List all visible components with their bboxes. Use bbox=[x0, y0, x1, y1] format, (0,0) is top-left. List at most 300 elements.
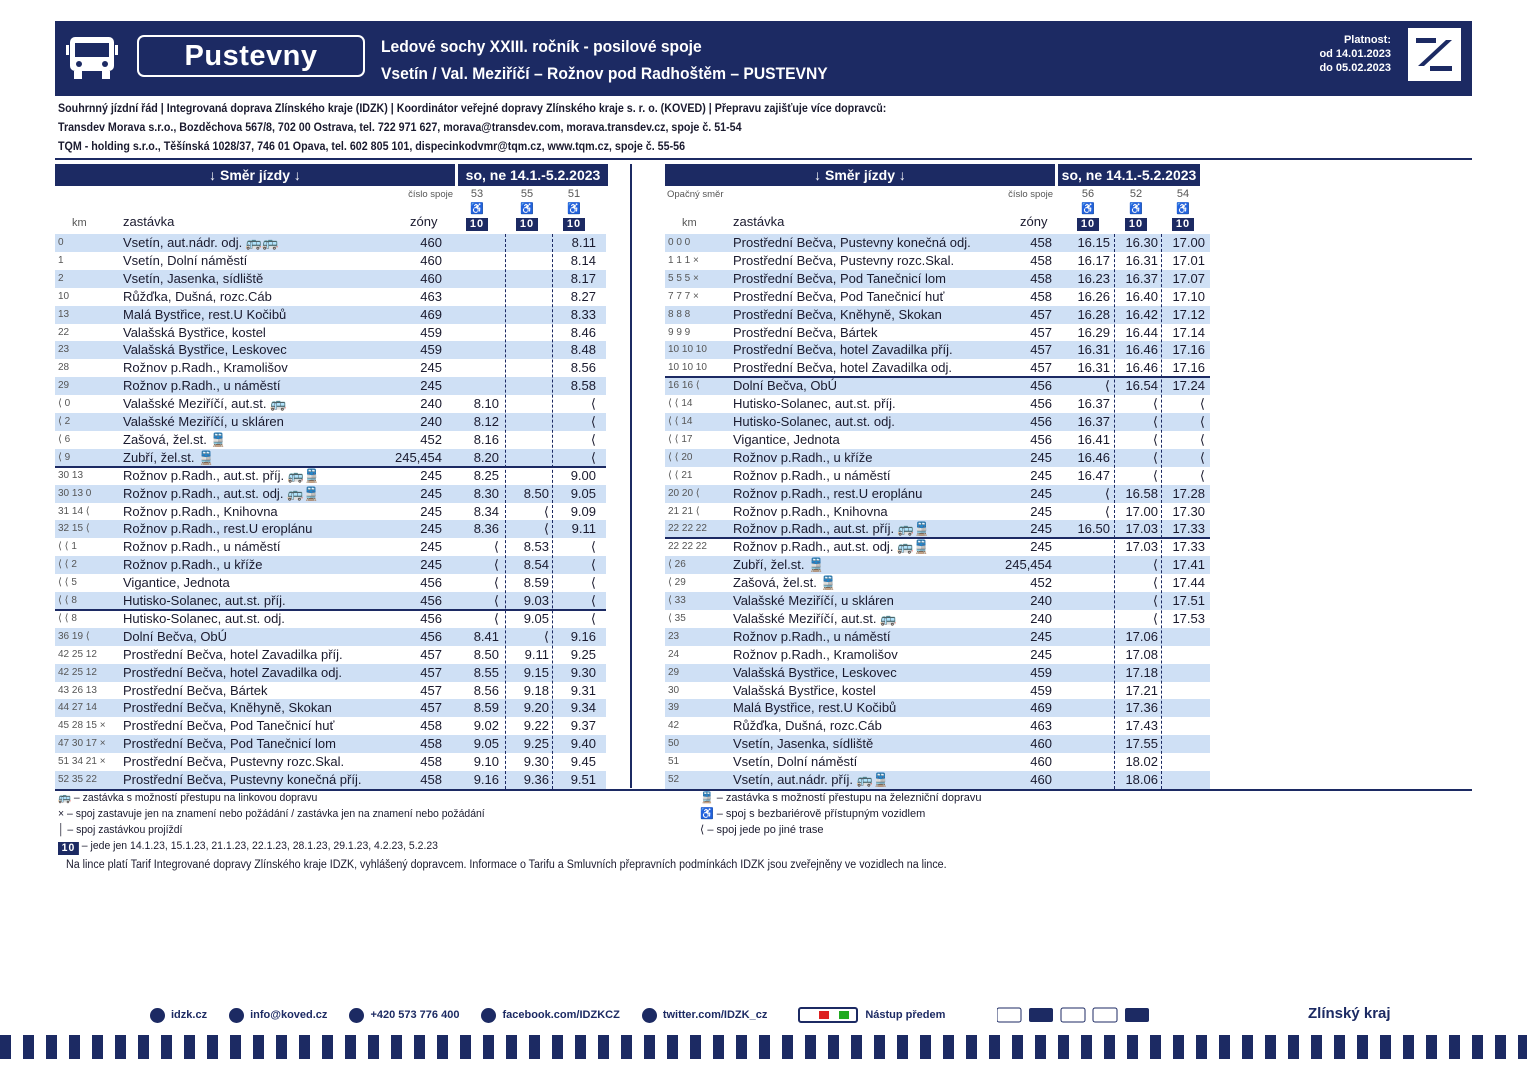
departure-time: 17.43 bbox=[1125, 718, 1158, 734]
table-row bbox=[665, 664, 1210, 682]
section-divider bbox=[55, 609, 606, 611]
table-row bbox=[665, 288, 1210, 306]
km: 47 30 17 × bbox=[58, 738, 106, 750]
departure-time: 17.16 bbox=[1163, 341, 1205, 359]
stop-zone: 245 bbox=[1030, 449, 1052, 465]
table-row bbox=[55, 682, 606, 700]
km: 24 bbox=[668, 648, 680, 660]
stop-name: Hutisko-Solanec, aut.st. příj. bbox=[733, 396, 896, 412]
stop-zone: 245 bbox=[1030, 503, 1052, 519]
zone-badge: 10 bbox=[516, 218, 538, 231]
table-row bbox=[55, 503, 606, 521]
departure-time: 8.56 bbox=[570, 360, 596, 376]
info-line: TQM - holding s.r.o., Těšínská 1028/37, 746 01 Opava, tel. 602 805 101, dispecinkodvmr@tqm.cz, www.tqm.cz, spoje č. 55-56 bbox=[58, 141, 686, 153]
stop-zone: 463 bbox=[1030, 718, 1052, 734]
table-row bbox=[55, 234, 606, 252]
departure-time: ⟨ bbox=[493, 539, 499, 555]
stop-zone: 469 bbox=[420, 306, 442, 322]
phone-icon bbox=[349, 1008, 364, 1023]
departure-time: ⟨ bbox=[493, 610, 499, 626]
departure-time: 16.41 bbox=[1077, 431, 1110, 447]
decorative-stripes bbox=[0, 1035, 1527, 1059]
table-row bbox=[665, 485, 1210, 503]
table-row bbox=[55, 341, 606, 359]
departure-time: 17.53 bbox=[1172, 610, 1205, 626]
km: ⟨ 33 bbox=[668, 595, 686, 606]
table-row bbox=[665, 234, 1210, 252]
stop-name: Prostřední Bečva, Pod Tanečnicí huť bbox=[733, 288, 945, 304]
km: 8 8 8 bbox=[668, 308, 691, 320]
departure-time: 16.23 bbox=[1068, 270, 1110, 288]
departure-time: ⟨ bbox=[1152, 431, 1158, 447]
km: 0 bbox=[58, 237, 64, 248]
stop-zone: 452 bbox=[1030, 575, 1052, 591]
departure-time: ⟨ bbox=[590, 575, 596, 591]
departure-time: ⟨ bbox=[1068, 485, 1110, 503]
table-row bbox=[55, 449, 606, 467]
stop-zone: 240 bbox=[420, 414, 442, 429]
departure-time: ⟨ bbox=[1116, 592, 1158, 610]
km: ⟨ 0 bbox=[58, 398, 71, 410]
km: 30 bbox=[668, 684, 680, 696]
zone-badge: 10 bbox=[563, 218, 585, 231]
departure-time: 16.31 bbox=[1068, 341, 1110, 359]
legend-left bbox=[58, 790, 485, 854]
km: ⟨ ⟨ 1 bbox=[58, 541, 77, 553]
table-row bbox=[665, 341, 1210, 359]
km: 10 10 10 bbox=[668, 344, 707, 356]
departure-time: ⟨ bbox=[1199, 467, 1205, 483]
departure-time: 9.05 bbox=[457, 735, 499, 753]
departure-time: 16.29 bbox=[1077, 324, 1110, 340]
valid-to: do 05.02.2023 bbox=[1319, 62, 1391, 74]
stop-name: Prostřední Bečva, hotel Zavadilka odj. bbox=[123, 664, 342, 680]
departure-time: 9.36 bbox=[507, 771, 549, 789]
departure-time: 8.10 bbox=[473, 396, 499, 412]
stop-zone: 458 bbox=[420, 772, 442, 787]
stop-name: Valašská Bystřice, Leskovec bbox=[733, 664, 897, 680]
web-text: idzk.cz bbox=[171, 1009, 208, 1021]
stop-zone: 458 bbox=[1030, 235, 1052, 250]
section-divider bbox=[55, 466, 606, 468]
stop-zone: 457 bbox=[420, 682, 442, 698]
km: 16 16 ⟨ bbox=[668, 380, 700, 392]
stop-name: Rožnov p.Radh., Knihovna bbox=[733, 503, 888, 519]
km: 9 9 9 bbox=[668, 326, 691, 338]
km: 10 10 10 bbox=[668, 362, 707, 374]
stop-name: Rožnov p.Radh., u náměstí bbox=[123, 378, 281, 394]
departure-time: 17.12 bbox=[1163, 306, 1205, 324]
stop-zone: 245 bbox=[420, 521, 442, 537]
stop-name: Valašské Meziříčí, aut.st. 🚌 bbox=[733, 610, 897, 626]
email-link[interactable] bbox=[229, 1008, 327, 1023]
departure-time: ⟨ bbox=[554, 556, 596, 574]
stop-name: Zubří, žel.st. 🚆 bbox=[733, 557, 825, 573]
km: ⟨ 29 bbox=[668, 577, 686, 589]
opposite-label: Opačný směr bbox=[667, 189, 724, 200]
zone-badge: 10 bbox=[1125, 218, 1147, 231]
departure-time: 9.11 bbox=[524, 646, 549, 662]
stop-label: zastávka bbox=[123, 214, 175, 229]
table-row bbox=[665, 431, 1210, 449]
departure-time: 17.07 bbox=[1163, 270, 1205, 288]
title-line2: Vsetín / Val. Meziříčí – Rožnov pod Radhoštěm – PUSTEVNY bbox=[381, 64, 828, 83]
departure-time: 17.00 bbox=[1163, 234, 1205, 252]
board-front bbox=[789, 1006, 945, 1024]
stop-name: Rožnov p.Radh., u náměstí bbox=[733, 628, 891, 644]
departure-time: 9.16 bbox=[457, 771, 499, 789]
table-row bbox=[55, 538, 606, 556]
trip-number: 54 bbox=[1176, 188, 1190, 200]
departure-time: ⟨ bbox=[1152, 467, 1158, 483]
departure-time: 9.45 bbox=[570, 754, 596, 770]
departure-time: 17.44 bbox=[1172, 575, 1205, 591]
stop-zone: 460 bbox=[420, 270, 442, 286]
facebook-link[interactable] bbox=[481, 1008, 619, 1023]
stop-name: Valašská Bystřice, kostel bbox=[123, 324, 266, 340]
km: 2 bbox=[58, 272, 64, 284]
line-name-box: Pustevny bbox=[137, 35, 365, 77]
departure-time: ⟨ bbox=[543, 503, 549, 519]
km-label: km bbox=[72, 217, 87, 229]
departure-time: 8.53 bbox=[523, 539, 549, 555]
departure-time: ⟨ bbox=[554, 413, 596, 431]
stop-label: zastávka bbox=[733, 214, 785, 229]
stop-zone: 245 bbox=[420, 485, 442, 501]
phone-link[interactable] bbox=[349, 1008, 459, 1023]
stop-name: Prostřední Bečva, Pod Tanečnicí lom bbox=[733, 270, 946, 286]
stop-zone: 459 bbox=[420, 342, 442, 358]
km: 39 bbox=[668, 702, 680, 714]
departure-time: 17.33 bbox=[1172, 539, 1205, 555]
departure-time: 8.58 bbox=[554, 377, 596, 395]
departure-time: 17.14 bbox=[1172, 324, 1205, 340]
departure-time: 18.06 bbox=[1116, 771, 1158, 789]
departure-time: 16.42 bbox=[1116, 306, 1158, 324]
direction-header: ↓ Směr jízdy ↓ bbox=[55, 164, 455, 186]
table-row bbox=[55, 485, 606, 503]
trip-number-label: číslo spoje bbox=[1008, 189, 1053, 200]
departure-time: ⟨ bbox=[554, 592, 596, 610]
stop-zone: 456 bbox=[420, 593, 442, 608]
departure-time: ⟨ bbox=[1152, 396, 1158, 412]
km: ⟨ ⟨ 20 bbox=[668, 451, 693, 463]
departure-time: 8.55 bbox=[457, 664, 499, 682]
wheelchair-icon: ♿ bbox=[1129, 203, 1143, 215]
table-row bbox=[55, 467, 606, 485]
departure-time: ⟨ bbox=[457, 592, 499, 610]
departure-time: 16.46 bbox=[1125, 360, 1158, 376]
table-row bbox=[55, 556, 606, 574]
departure-time: 16.46 bbox=[1068, 449, 1110, 467]
mail-icon bbox=[229, 1008, 244, 1023]
departure-time: 9.00 bbox=[570, 467, 596, 483]
bus-front-icon bbox=[789, 1006, 859, 1024]
section-divider bbox=[665, 376, 1210, 378]
legend-right bbox=[700, 790, 982, 838]
stop-zone: 460 bbox=[1030, 754, 1052, 770]
table-row bbox=[665, 682, 1210, 700]
departure-time: 9.22 bbox=[523, 718, 549, 734]
payment-icons bbox=[997, 1007, 1157, 1023]
km: 7 7 7 × bbox=[668, 290, 699, 302]
km: ⟨ 2 bbox=[58, 416, 71, 427]
web-link[interactable] bbox=[150, 1008, 207, 1023]
departure-time: 9.16 bbox=[554, 628, 596, 646]
wheelchair-icon: ♿ bbox=[520, 203, 534, 215]
column-divider bbox=[505, 234, 506, 789]
departure-time: 16.40 bbox=[1125, 288, 1158, 304]
table-row bbox=[665, 628, 1210, 646]
stop-name: Rožnov p.Radh., u kříže bbox=[733, 449, 873, 465]
stop-name: Valašské Meziříčí, u skláren bbox=[123, 414, 284, 429]
km: 5 5 5 × bbox=[668, 272, 699, 284]
table-row bbox=[55, 306, 606, 324]
table-row bbox=[665, 735, 1210, 753]
table-row bbox=[55, 610, 606, 628]
stop-name: Prostřední Bečva, Pustevny rozc.Skal. bbox=[733, 252, 955, 268]
table-row bbox=[55, 646, 606, 664]
table-row bbox=[55, 771, 606, 789]
departure-time: 8.17 bbox=[554, 270, 596, 288]
departure-time: ⟨ bbox=[457, 556, 499, 574]
km: 51 bbox=[668, 756, 680, 768]
twitter-text: twitter.com/IDZK_cz bbox=[662, 1009, 768, 1021]
km: 0 0 0 bbox=[668, 237, 691, 248]
km: 29 bbox=[58, 380, 70, 392]
table-row bbox=[55, 735, 606, 753]
departure-time: 9.15 bbox=[507, 664, 549, 682]
km: 30 13 bbox=[58, 469, 84, 481]
trip-number: 52 bbox=[1129, 188, 1143, 200]
stop-name: Vsetín, aut.nádr. odj. 🚌🚌 bbox=[123, 235, 279, 250]
stop-zone: 457 bbox=[420, 664, 442, 680]
stop-name: Prostřední Bečva, Pustevny konečná příj. bbox=[123, 772, 362, 787]
km: 52 bbox=[668, 774, 680, 785]
departure-time: 16.15 bbox=[1068, 234, 1110, 252]
departure-time: 16.50 bbox=[1068, 520, 1110, 538]
table-row bbox=[55, 592, 606, 610]
departure-time: ⟨ bbox=[493, 575, 499, 591]
departure-time: 17.18 bbox=[1116, 664, 1158, 682]
table-row bbox=[55, 520, 606, 538]
km: ⟨ ⟨ 8 bbox=[58, 595, 77, 606]
departure-time: 17.01 bbox=[1172, 252, 1205, 268]
departure-time: ⟨ bbox=[590, 396, 596, 412]
stop-name: Valašské Meziříčí, u skláren bbox=[733, 593, 894, 608]
departure-time: 17.00 bbox=[1125, 503, 1158, 519]
km: ⟨ ⟨ 2 bbox=[58, 559, 77, 571]
departure-time: 9.37 bbox=[570, 718, 596, 734]
table-row bbox=[665, 699, 1210, 717]
departure-time: 8.14 bbox=[570, 252, 596, 268]
km: 10 bbox=[58, 290, 70, 302]
km: 20 20 ⟨ bbox=[668, 487, 700, 499]
stop-zone: 463 bbox=[420, 288, 442, 304]
table-row bbox=[665, 592, 1210, 610]
km: ⟨ ⟨ 21 bbox=[668, 469, 693, 481]
table-row bbox=[665, 270, 1210, 288]
column-divider bbox=[1161, 234, 1162, 789]
departure-time: 8.27 bbox=[570, 288, 596, 304]
zone-label: zóny bbox=[1020, 214, 1048, 229]
stop-name: Prostřední Bečva, Bártek bbox=[123, 682, 268, 698]
facebook-text: facebook.com/IDZKCZ bbox=[502, 1009, 620, 1021]
stop-zone: 456 bbox=[420, 610, 442, 626]
departure-time: 16.31 bbox=[1125, 252, 1158, 268]
departure-time: 17.41 bbox=[1163, 556, 1205, 574]
days-header: so, ne 14.1.-5.2.2023 bbox=[1058, 164, 1200, 186]
validity-block bbox=[1238, 33, 1391, 75]
departure-time: ⟨ bbox=[590, 431, 596, 447]
column-divider bbox=[1114, 234, 1115, 789]
table-row bbox=[665, 556, 1210, 574]
departure-time: 8.48 bbox=[554, 341, 596, 359]
km: ⟨ 35 bbox=[668, 612, 686, 624]
departure-time: ⟨ bbox=[554, 449, 596, 467]
table-row bbox=[665, 395, 1210, 413]
departure-time: ⟨ bbox=[1152, 575, 1158, 591]
km: ⟨ 6 bbox=[58, 433, 71, 445]
zone-label: zóny bbox=[410, 214, 438, 229]
wheelchair-icon: ♿ bbox=[567, 203, 581, 215]
km: 23 bbox=[58, 344, 70, 356]
stop-zone: 452 bbox=[420, 431, 442, 447]
twitter-link[interactable] bbox=[642, 1008, 768, 1023]
departure-time: 16.30 bbox=[1116, 234, 1158, 252]
email-text: info@koved.cz bbox=[250, 1009, 328, 1021]
stop-name: Vsetín, Jasenka, sídliště bbox=[123, 270, 264, 286]
stop-name: Rožnov p.Radh., u kříže bbox=[123, 557, 263, 573]
departure-time: 8.54 bbox=[507, 556, 549, 574]
km: 44 27 14 bbox=[58, 702, 97, 714]
stop-name: Hutisko-Solanec, aut.st. odj. bbox=[733, 414, 895, 429]
table-row bbox=[665, 520, 1210, 538]
divider bbox=[55, 158, 1472, 160]
km: 43 26 13 bbox=[58, 684, 97, 696]
stop-zone: 459 bbox=[1030, 682, 1052, 698]
departure-time: 17.16 bbox=[1172, 360, 1205, 376]
stop-name: Vigantice, Jednota bbox=[733, 431, 840, 447]
table-row bbox=[55, 413, 606, 431]
stop-zone: 245 bbox=[1030, 646, 1052, 662]
stop-name: Rožnov p.Radh., u náměstí bbox=[123, 539, 281, 555]
section-divider bbox=[665, 537, 1210, 539]
departure-time: 9.03 bbox=[507, 592, 549, 610]
stop-zone: 245 bbox=[420, 503, 442, 519]
zone-badge: 10 bbox=[58, 842, 79, 855]
departure-time: 8.50 bbox=[507, 485, 549, 503]
table-row bbox=[665, 503, 1210, 521]
stop-name: Rožnov p.Radh., Knihovna bbox=[123, 503, 278, 519]
departure-time: ⟨ bbox=[1163, 413, 1205, 431]
stop-name: Rožnov p.Radh., Kramolišov bbox=[123, 360, 288, 376]
stop-name: Prostřední Bečva, Pod Tanečnicí huť bbox=[123, 718, 335, 734]
departure-time: 17.21 bbox=[1125, 682, 1158, 698]
departure-time: 16.31 bbox=[1077, 360, 1110, 376]
departure-time: 8.59 bbox=[523, 575, 549, 591]
legend-bus: 🚌 – zastávka s možností přestupu na linkovou dopravu bbox=[58, 792, 318, 804]
departure-time: 17.51 bbox=[1163, 592, 1205, 610]
legend-pass-through: │ – spoj zastávkou projíždí bbox=[58, 824, 183, 836]
departure-time: 16.28 bbox=[1068, 306, 1110, 324]
km: 42 25 12 bbox=[58, 648, 97, 660]
km: 22 22 22 bbox=[668, 541, 707, 553]
table-divider bbox=[630, 164, 632, 788]
stop-name: Zubří, žel.st. 🚆 bbox=[123, 449, 215, 465]
zone-badge: 10 bbox=[1077, 218, 1099, 231]
stop-zone: 245 bbox=[1030, 628, 1052, 644]
departure-time: 16.54 bbox=[1116, 377, 1158, 395]
table-row bbox=[55, 252, 606, 270]
departure-time: 9.18 bbox=[523, 682, 549, 698]
stop-name: Prostřední Bečva, Pod Tanečnicí lom bbox=[123, 736, 336, 752]
departure-time: ⟨ bbox=[1116, 413, 1158, 431]
departure-time: 8.30 bbox=[457, 485, 499, 503]
departure-time: 17.03 bbox=[1125, 539, 1158, 555]
table-row bbox=[665, 717, 1210, 735]
stop-name: Vsetín, Dolní náměstí bbox=[733, 754, 858, 770]
stop-zone: 245 bbox=[420, 557, 442, 573]
valid-from: od 14.01.2023 bbox=[1319, 48, 1391, 60]
table-row bbox=[665, 610, 1210, 628]
km: 29 bbox=[668, 666, 680, 678]
departure-time: ⟨ bbox=[590, 610, 596, 626]
table-row bbox=[665, 771, 1210, 789]
stop-zone: 460 bbox=[420, 252, 442, 268]
stop-zone: 245 bbox=[420, 539, 442, 555]
stop-zone: 245 bbox=[1030, 467, 1052, 483]
wheelchair-icon: ♿ bbox=[1176, 203, 1190, 215]
departure-time: ⟨ bbox=[1104, 503, 1110, 519]
departure-time: 18.02 bbox=[1125, 754, 1158, 770]
departure-time: 8.59 bbox=[457, 699, 499, 717]
departure-time: 9.40 bbox=[554, 735, 596, 753]
km-label: km bbox=[682, 217, 697, 229]
table-row bbox=[55, 753, 606, 771]
km: ⟨ 26 bbox=[668, 559, 686, 571]
stop-name: Vsetín, Jasenka, sídliště bbox=[733, 736, 874, 752]
stop-zone: 245 bbox=[1030, 521, 1052, 537]
stop-zone: 458 bbox=[1030, 288, 1052, 304]
table-row bbox=[55, 664, 606, 682]
table-row bbox=[55, 324, 606, 342]
stop-zone: 460 bbox=[420, 235, 442, 250]
stop-name: Vsetín, aut.nádr. příj. 🚌🚆 bbox=[733, 772, 889, 787]
stop-name: Zašová, žel.st. 🚆 bbox=[733, 575, 837, 591]
validity-label: Platnost: bbox=[1343, 34, 1391, 46]
departure-time: 17.55 bbox=[1116, 735, 1158, 753]
departure-time: 8.11 bbox=[554, 234, 596, 252]
table-row bbox=[55, 270, 606, 288]
stop-zone: 240 bbox=[420, 396, 442, 412]
stop-zone: 459 bbox=[420, 324, 442, 340]
departure-time: 8.20 bbox=[457, 449, 499, 467]
stop-zone: 456 bbox=[420, 575, 442, 591]
legend-train: 🚆 – zastávka s možností přestupu na železniční dopravu bbox=[700, 792, 982, 804]
departure-time: 8.41 bbox=[457, 628, 499, 646]
departure-time: 9.30 bbox=[554, 664, 596, 682]
table-row bbox=[665, 538, 1210, 556]
globe-icon bbox=[150, 1008, 165, 1023]
stop-name: Valašská Bystřice, kostel bbox=[733, 682, 876, 698]
stop-name: Prostřední Bečva, hotel Zavadilka odj. bbox=[733, 360, 952, 376]
stop-zone: 456 bbox=[1030, 431, 1052, 447]
table-row bbox=[665, 753, 1210, 771]
km: 42 25 12 bbox=[58, 666, 97, 678]
table-row bbox=[55, 699, 606, 717]
trip-number: 56 bbox=[1081, 188, 1095, 200]
